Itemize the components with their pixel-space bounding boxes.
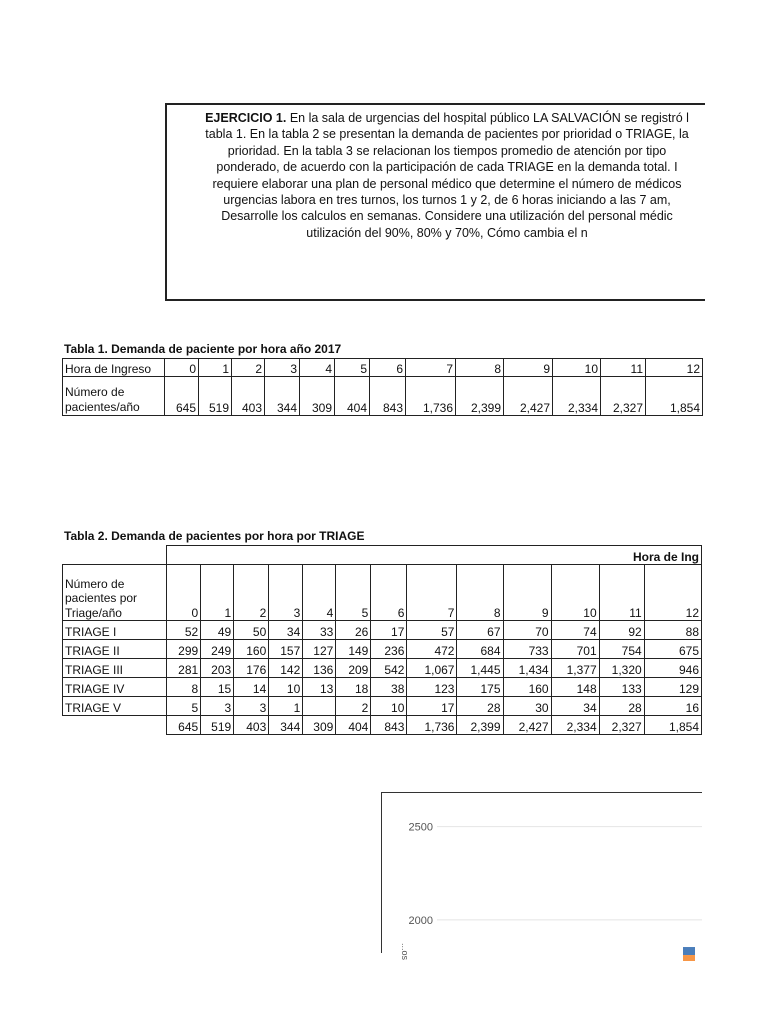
exercise-line: requiere elaborar una plan de personal médico que determine el número de médicos <box>212 176 682 191</box>
value-cell: 203 <box>201 659 234 678</box>
totals-row <box>63 716 702 735</box>
value-cell: 17 <box>371 621 407 640</box>
value-cell: 209 <box>336 659 371 678</box>
value-cell: 67 <box>457 621 503 640</box>
hour-cell: 12 <box>646 359 703 377</box>
exercise-line: EJERCICIO 1. En la sala de urgencias del hospital público LA SALVACIÓN se registró l <box>205 111 689 125</box>
total-cell: 519 <box>201 716 234 735</box>
value-cell: 1 <box>269 697 303 716</box>
table1 <box>62 358 703 416</box>
total-cell: 2,327 <box>599 716 644 735</box>
value-cell: 404 <box>335 377 370 416</box>
value-cell: 946 <box>644 659 701 678</box>
table2-row-label: Número de pacientes por Triage/año <box>63 565 167 621</box>
hour-cell: 5 <box>335 359 370 377</box>
value-cell: 136 <box>303 659 336 678</box>
exercise-line: tabla 1. En la tabla 2 se presentan la demanda de pacientes por prioridad o TRIAGE, la <box>205 127 689 142</box>
y-tick-label: 2500 <box>408 821 433 834</box>
hour-cell: 4 <box>303 565 336 621</box>
value-cell: 249 <box>201 640 234 659</box>
hour-cell: 9 <box>504 359 553 377</box>
chart-area <box>381 792 702 961</box>
hour-cell: 5 <box>336 565 371 621</box>
exercise-line: utilización del 90%, 80% y 70%, Cómo cambia el n <box>306 225 588 240</box>
hour-cell: 6 <box>370 359 406 377</box>
value-cell: 175 <box>457 678 503 697</box>
table1-row-header: Hora de Ingreso <box>63 359 165 377</box>
total-cell: 309 <box>303 716 336 735</box>
value-cell: 299 <box>167 640 201 659</box>
value-cell: 15 <box>201 678 234 697</box>
hour-cell: 10 <box>553 359 601 377</box>
total-cell: 1,854 <box>644 716 701 735</box>
triage-label: TRIAGE I <box>63 621 167 640</box>
value-cell: 70 <box>503 621 551 640</box>
value-cell: 2,334 <box>553 377 601 416</box>
value-cell: 309 <box>300 377 335 416</box>
bar-segment-triage-ii <box>683 947 695 955</box>
hour-cell: 11 <box>601 359 646 377</box>
triage-label: TRIAGE V <box>63 697 167 716</box>
value-cell: 2,427 <box>504 377 553 416</box>
total-cell: 1,736 <box>407 716 457 735</box>
value-cell: 57 <box>407 621 457 640</box>
value-cell: 50 <box>234 621 269 640</box>
value-cell: 26 <box>336 621 371 640</box>
total-cell: 404 <box>336 716 371 735</box>
value-cell: 754 <box>599 640 644 659</box>
value-cell: 10 <box>269 678 303 697</box>
hour-cell: 8 <box>456 359 504 377</box>
value-cell: 149 <box>336 640 371 659</box>
y-tick-label: 2000 <box>408 914 433 927</box>
value-cell: 2,399 <box>456 377 504 416</box>
value-cell: 34 <box>551 697 599 716</box>
table2-group-row <box>63 546 702 565</box>
hour-cell: 12 <box>644 565 701 621</box>
value-cell: 92 <box>599 621 644 640</box>
exercise-line: ponderado, de acuerdo con la participación de cada TRIAGE en la demanda total. I <box>216 160 678 175</box>
value-cell: 1,067 <box>407 659 457 678</box>
hour-cell: 2 <box>234 565 269 621</box>
value-cell: 519 <box>199 377 232 416</box>
triage-label: TRIAGE IV <box>63 678 167 697</box>
value-cell: 542 <box>371 659 407 678</box>
value-cell: 1,445 <box>457 659 503 678</box>
value-cell: 344 <box>265 377 300 416</box>
exercise-box <box>165 103 705 301</box>
triage-row <box>63 640 702 659</box>
hour-cell: 3 <box>265 359 300 377</box>
hour-cell: 6 <box>371 565 407 621</box>
table2 <box>62 545 702 735</box>
value-cell: 701 <box>551 640 599 659</box>
hour-cell: 10 <box>551 565 599 621</box>
value-cell: 843 <box>370 377 406 416</box>
value-cell: 133 <box>599 678 644 697</box>
value-cell: 88 <box>644 621 701 640</box>
total-cell: 344 <box>269 716 303 735</box>
table1-data-row <box>63 377 703 416</box>
value-cell: 74 <box>551 621 599 640</box>
hour-cell: 0 <box>165 359 199 377</box>
hour-cell: 7 <box>406 359 456 377</box>
value-cell: 28 <box>457 697 503 716</box>
value-cell: 30 <box>503 697 551 716</box>
value-cell: 28 <box>599 697 644 716</box>
table2-caption: Tabla 2. Demanda de pacientes por hora por TRIAGE <box>64 529 365 543</box>
total-cell: 2,427 <box>503 716 551 735</box>
value-cell: 2,327 <box>601 377 646 416</box>
hour-cell: 8 <box>457 565 503 621</box>
total-cell: 2,334 <box>551 716 599 735</box>
y-axis-label: ...os <box>400 943 410 961</box>
hour-cell: 3 <box>269 565 303 621</box>
value-cell: 675 <box>644 640 701 659</box>
value-cell: 5 <box>167 697 201 716</box>
value-cell: 160 <box>503 678 551 697</box>
exercise-heading: EJERCICIO 1. <box>205 111 287 125</box>
hour-cell: 1 <box>201 565 234 621</box>
value-cell: 38 <box>371 678 407 697</box>
value-cell: 52 <box>167 621 201 640</box>
hour-cell: 4 <box>300 359 335 377</box>
value-cell: 157 <box>269 640 303 659</box>
value-cell: 49 <box>201 621 234 640</box>
value-cell: 176 <box>234 659 269 678</box>
table2-group-header: Hora de Ing <box>167 546 702 565</box>
value-cell: 18 <box>336 678 371 697</box>
value-cell: 281 <box>167 659 201 678</box>
total-cell: 843 <box>371 716 407 735</box>
value-cell: 1,434 <box>503 659 551 678</box>
hour-cell: 11 <box>599 565 644 621</box>
exercise-text <box>167 110 727 241</box>
value-cell: 33 <box>303 621 336 640</box>
bar-segment-triage-iii <box>683 955 695 961</box>
value-cell: 3 <box>201 697 234 716</box>
exercise-line: prioridad. En la tabla 3 se relacionan los tiempos promedio de atención por tipo <box>227 143 667 158</box>
value-cell: 13 <box>303 678 336 697</box>
chart-svg <box>382 793 702 961</box>
value-cell: 1,736 <box>406 377 456 416</box>
exercise-line: Desarrolle los calculos en semanas. Considere una utilización del personal médic <box>221 209 673 224</box>
value-cell: 1,320 <box>599 659 644 678</box>
hour-cell: 7 <box>407 565 457 621</box>
value-cell: 403 <box>232 377 265 416</box>
value-cell: 160 <box>234 640 269 659</box>
value-cell: 14 <box>234 678 269 697</box>
value-cell: 129 <box>644 678 701 697</box>
value-cell: 123 <box>407 678 457 697</box>
exercise-line: urgencias labora en tres turnos, los turnos 1 y 2, de 6 horas iniciando a las 7 am, <box>223 193 671 208</box>
value-cell: 472 <box>407 640 457 659</box>
value-cell: 236 <box>371 640 407 659</box>
value-cell: 34 <box>269 621 303 640</box>
value-cell <box>303 697 336 716</box>
triage-row <box>63 697 702 716</box>
total-cell: 2,399 <box>457 716 503 735</box>
table1-row-label: Número de pacientes/año <box>63 377 165 416</box>
value-cell: 8 <box>167 678 201 697</box>
total-cell: 645 <box>167 716 201 735</box>
triage-label: TRIAGE III <box>63 659 167 678</box>
hour-cell: 2 <box>232 359 265 377</box>
triage-row <box>63 678 702 697</box>
value-cell: 142 <box>269 659 303 678</box>
value-cell: 16 <box>644 697 701 716</box>
value-cell: 127 <box>303 640 336 659</box>
value-cell: 148 <box>551 678 599 697</box>
value-cell: 1,854 <box>646 377 703 416</box>
triage-label: TRIAGE II <box>63 640 167 659</box>
value-cell: 17 <box>407 697 457 716</box>
value-cell: 684 <box>457 640 503 659</box>
value-cell: 10 <box>371 697 407 716</box>
value-cell: 3 <box>234 697 269 716</box>
total-cell: 403 <box>234 716 269 735</box>
value-cell: 733 <box>503 640 551 659</box>
value-cell: 1,377 <box>551 659 599 678</box>
hour-cell: 1 <box>199 359 232 377</box>
value-cell: 645 <box>165 377 199 416</box>
value-cell: 2 <box>336 697 371 716</box>
hour-cell: 9 <box>503 565 551 621</box>
hour-cell: 0 <box>167 565 201 621</box>
table1-caption: Tabla 1. Demanda de paciente por hora año 2017 <box>64 342 342 356</box>
triage-row <box>63 621 702 640</box>
triage-row <box>63 659 702 678</box>
table1-header-row <box>63 359 703 377</box>
table2-header-row <box>63 565 702 621</box>
